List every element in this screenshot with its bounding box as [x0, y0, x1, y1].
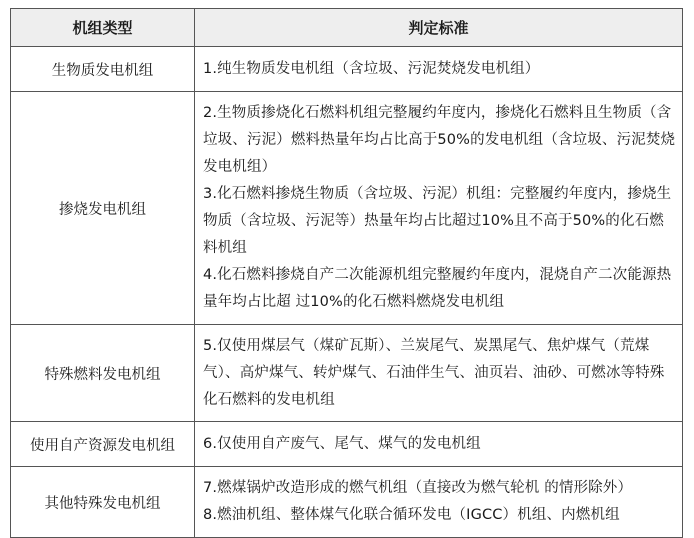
criteria-cell [195, 47, 683, 92]
criteria-item: 6.仅使用自产废气、尾气、煤气的发电机组 [203, 435, 481, 452]
unit-classification-table [10, 8, 683, 538]
header-criteria: 判定标准 [195, 9, 683, 47]
criteria-cell [195, 92, 683, 325]
criteria-item: 4.化石燃料掺烧自产二次能源机组完整履约年度内，混烧自产二次能源热量年均占比超 过10%的化石燃料燃烧发电机组 [203, 267, 672, 310]
unit-type-cell: 其他特殊发电机组 [11, 467, 195, 538]
unit-type-cell: 掺烧发电机组 [11, 92, 195, 325]
table-row [11, 325, 683, 422]
criteria-item: 2.生物质掺烧化石燃料机组完整履约年度内，掺烧化石燃料且生物质（含垃圾、污泥）燃料热量年均占比高于50%的发电机组（含垃圾、污泥焚烧发电机组） [203, 105, 676, 175]
criteria-item: 8.燃油机组、整体煤气化联合循环发电（IGCC）机组、内燃机组 [203, 507, 620, 523]
unit-type-cell: 特殊燃料发电机组 [11, 325, 195, 422]
criteria-cell [195, 325, 683, 422]
criteria-item: 1.纯生物质发电机组（含垃圾、污泥焚烧发电机组） [203, 60, 540, 77]
header-unit-type: 机组类型 [11, 9, 195, 47]
criteria-cell [195, 422, 683, 467]
table-row [11, 467, 683, 538]
table-row [11, 92, 683, 325]
criteria-item: 7.燃煤锅炉改造形成的燃气机组（直接改为燃气轮机 的情形除外） [203, 480, 633, 496]
table-row [11, 47, 683, 92]
criteria-cell [195, 467, 683, 538]
criteria-item: 3.化石燃料掺烧生物质（含垃圾、污泥）机组：完整履约年度内，掺烧生物质（含垃圾、污泥等）热量年均占比超过10%且不高于50%的化石燃料机组 [203, 186, 672, 256]
unit-type-cell: 生物质发电机组 [11, 47, 195, 92]
unit-type-cell: 使用自产资源发电机组 [11, 422, 195, 467]
table-row [11, 422, 683, 467]
header-row [11, 9, 683, 47]
criteria-item: 5.仅使用煤层气（煤矿瓦斯）、兰炭尾气、炭黑尾气、焦炉煤气（荒煤气）、高炉煤气、转炉煤气、石油伴生气、油页岩、油砂、可燃冰等特殊化石燃料的发电机组 [203, 337, 665, 408]
